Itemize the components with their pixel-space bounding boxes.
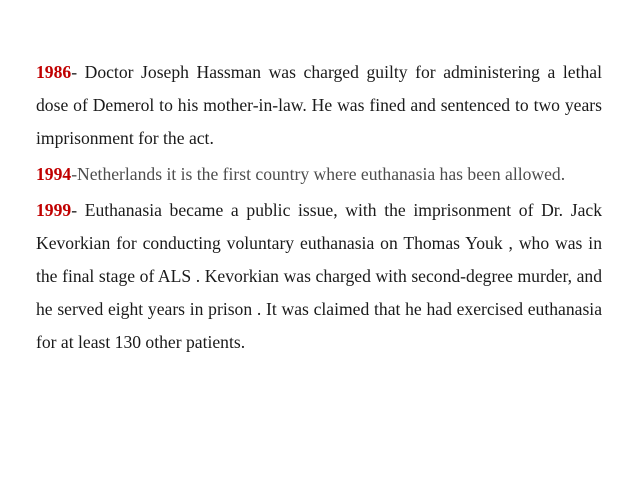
- entry-text: -Netherlands it is the first country where euthanasia has been allowed.: [71, 164, 566, 184]
- entry-1986: [36, 56, 602, 155]
- year-label: 1999: [36, 200, 72, 220]
- entry-text: - Doctor Joseph Hassman was charged guilty for administering a lethal dose of Demerol to his mother-in-law. He was fined and sentenced to two years imprisonment for the act.: [36, 62, 602, 148]
- timeline-content: [36, 56, 602, 359]
- year-label: 1986: [36, 62, 72, 82]
- year-label: 1994: [36, 164, 72, 184]
- entry-text: - Euthanasia became a public issue, with the imprisonment of Dr. Jack Kevorkian for conducting voluntary euthanasia on Thomas Youk , who was in the final stage of ALS . Kevorkian was charged with second-degree murder, and he served eight years in prison . It was claimed that he had exercised euthanasia for at least 130 other patients.: [36, 200, 602, 352]
- entry-1999: [36, 194, 602, 359]
- entry-1994: [36, 158, 602, 191]
